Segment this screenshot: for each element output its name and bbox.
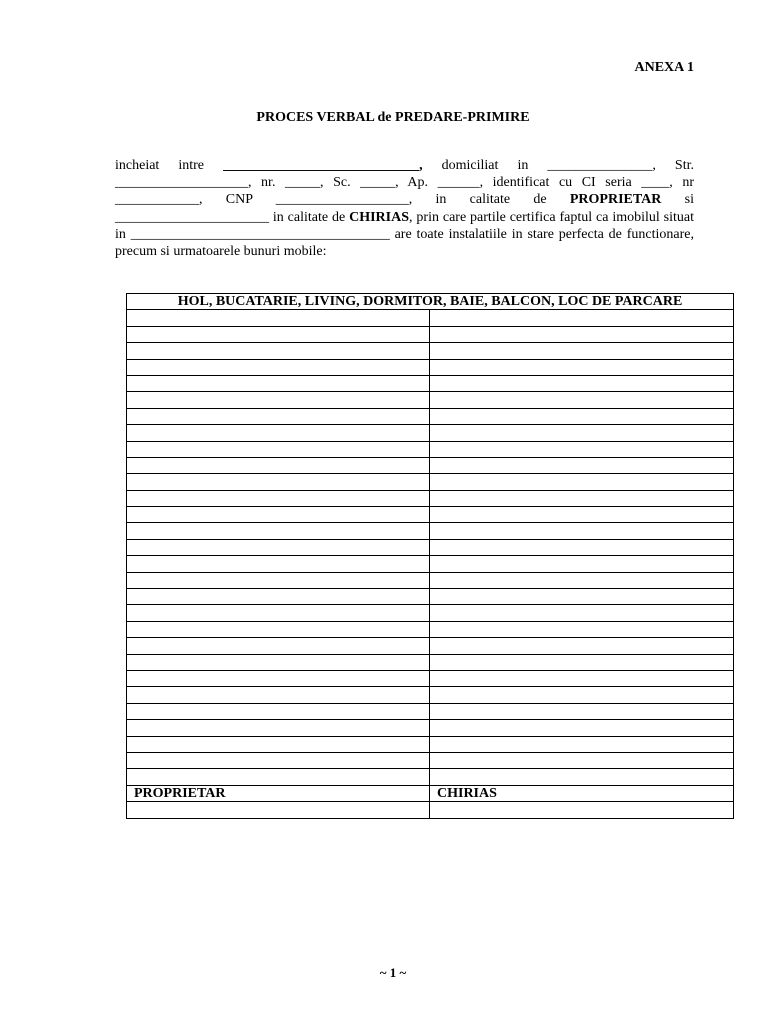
- condition-cell[interactable]: [430, 474, 734, 490]
- item-cell[interactable]: [127, 425, 430, 441]
- role-tenant: CHIRIAS: [349, 209, 410, 225]
- inventory-table: [126, 293, 734, 819]
- owner-signature-label: PROPRIETAR: [127, 785, 430, 801]
- condition-cell[interactable]: [430, 425, 734, 441]
- table-row: [127, 720, 734, 736]
- table-header: HOL, BUCATARIE, LIVING, DORMITOR, BAIE, BALCON, LOC DE PARCARE: [127, 294, 734, 310]
- item-cell[interactable]: [127, 310, 430, 326]
- table-row: [127, 556, 734, 572]
- item-cell[interactable]: [127, 654, 430, 670]
- item-cell[interactable]: [127, 326, 430, 342]
- item-cell[interactable]: [127, 589, 430, 605]
- item-cell[interactable]: [127, 343, 430, 359]
- condition-cell[interactable]: [430, 638, 734, 654]
- item-cell[interactable]: [127, 523, 430, 539]
- condition-cell[interactable]: [430, 720, 734, 736]
- intro-text-1: incheiat intre: [115, 158, 224, 173]
- table-row: [127, 310, 734, 326]
- table-row: [127, 343, 734, 359]
- condition-cell[interactable]: [430, 343, 734, 359]
- table-row: [127, 654, 734, 670]
- item-cell[interactable]: [127, 408, 430, 424]
- condition-cell[interactable]: [430, 703, 734, 719]
- table-row: [127, 621, 734, 637]
- item-cell[interactable]: [127, 605, 430, 621]
- table-row: [127, 457, 734, 473]
- item-cell[interactable]: [127, 392, 430, 408]
- condition-cell[interactable]: [430, 392, 734, 408]
- condition-cell[interactable]: [430, 621, 734, 637]
- condition-cell[interactable]: [430, 736, 734, 752]
- table-row: [127, 441, 734, 457]
- table-row: [127, 736, 734, 752]
- condition-cell[interactable]: [430, 539, 734, 555]
- condition-cell[interactable]: [430, 523, 734, 539]
- item-cell[interactable]: [127, 556, 430, 572]
- intro-text-2: domiciliat in _______________, Str. ___________________, nr. _____, Sc. _____, Ap. ______, identificat cu CI seria ____, nr ____________, CNP ___________________, in calitate de: [115, 158, 694, 208]
- item-cell[interactable]: [127, 703, 430, 719]
- condition-cell[interactable]: [430, 457, 734, 473]
- condition-cell[interactable]: [430, 408, 734, 424]
- item-cell[interactable]: [127, 720, 430, 736]
- condition-cell[interactable]: [430, 605, 734, 621]
- table-row: [127, 392, 734, 408]
- owner-signature-cell[interactable]: [127, 802, 430, 818]
- table-row: [127, 375, 734, 391]
- item-cell[interactable]: [127, 441, 430, 457]
- parties-blank: ____________________________,: [223, 158, 423, 173]
- condition-cell[interactable]: [430, 326, 734, 342]
- table-row: [127, 752, 734, 768]
- table-row: [127, 605, 734, 621]
- table-row: [127, 703, 734, 719]
- item-cell[interactable]: [127, 507, 430, 523]
- inventory-body: [127, 310, 734, 818]
- document-title: PROCES VERBAL de PREDARE-PRIMIRE: [256, 110, 530, 125]
- item-cell[interactable]: [127, 359, 430, 375]
- item-cell[interactable]: [127, 375, 430, 391]
- intro-paragraph: [115, 157, 694, 260]
- item-cell[interactable]: [127, 752, 430, 768]
- table-header-row: [127, 294, 734, 310]
- item-cell[interactable]: [127, 490, 430, 506]
- table-row: [127, 572, 734, 588]
- item-cell[interactable]: [127, 457, 430, 473]
- table-row: [127, 507, 734, 523]
- condition-cell[interactable]: [430, 490, 734, 506]
- role-owner: PROPRIETAR: [569, 192, 662, 208]
- item-cell[interactable]: [127, 572, 430, 588]
- tenant-signature-label: CHIRIAS: [430, 785, 734, 801]
- table-row: [127, 638, 734, 654]
- table-row: [127, 670, 734, 686]
- condition-cell[interactable]: [430, 687, 734, 703]
- table-row: [127, 687, 734, 703]
- table-row: [127, 490, 734, 506]
- condition-cell[interactable]: [430, 310, 734, 326]
- condition-cell[interactable]: [430, 359, 734, 375]
- item-cell[interactable]: [127, 621, 430, 637]
- table-row: [127, 523, 734, 539]
- condition-cell[interactable]: [430, 572, 734, 588]
- table-row: [127, 408, 734, 424]
- table-row: [127, 539, 734, 555]
- intro-text-4: , prin care partile certifica faptul ca imobilul situat in _____________________________________ are toate instalatiile in stare perfecta de functionare, precum si urmatoarele bunuri mobile:: [115, 209, 694, 260]
- table-row: [127, 769, 734, 785]
- item-cell[interactable]: [127, 687, 430, 703]
- condition-cell[interactable]: [430, 441, 734, 457]
- item-cell[interactable]: [127, 474, 430, 490]
- condition-cell[interactable]: [430, 654, 734, 670]
- tenant-signature-cell[interactable]: [430, 802, 734, 818]
- condition-cell[interactable]: [430, 769, 734, 785]
- item-cell[interactable]: [127, 638, 430, 654]
- item-cell[interactable]: [127, 670, 430, 686]
- table-row: [127, 326, 734, 342]
- item-cell[interactable]: [127, 736, 430, 752]
- condition-cell[interactable]: [430, 752, 734, 768]
- table-row: [127, 474, 734, 490]
- table-row: [127, 359, 734, 375]
- signature-blank-row: [127, 802, 734, 818]
- condition-cell[interactable]: [430, 507, 734, 523]
- page-number: ~ 1 ~: [379, 965, 407, 980]
- table-row: [127, 425, 734, 441]
- item-cell[interactable]: [127, 539, 430, 555]
- intro-text-3: si ______________________ in calitate de: [115, 192, 694, 225]
- condition-cell[interactable]: [430, 670, 734, 686]
- annex-label: ANEXA 1: [634, 60, 694, 75]
- condition-cell[interactable]: [430, 589, 734, 605]
- table-row: [127, 589, 734, 605]
- condition-cell[interactable]: [430, 375, 734, 391]
- signature-row: [127, 785, 734, 801]
- item-cell[interactable]: [127, 769, 430, 785]
- condition-cell[interactable]: [430, 556, 734, 572]
